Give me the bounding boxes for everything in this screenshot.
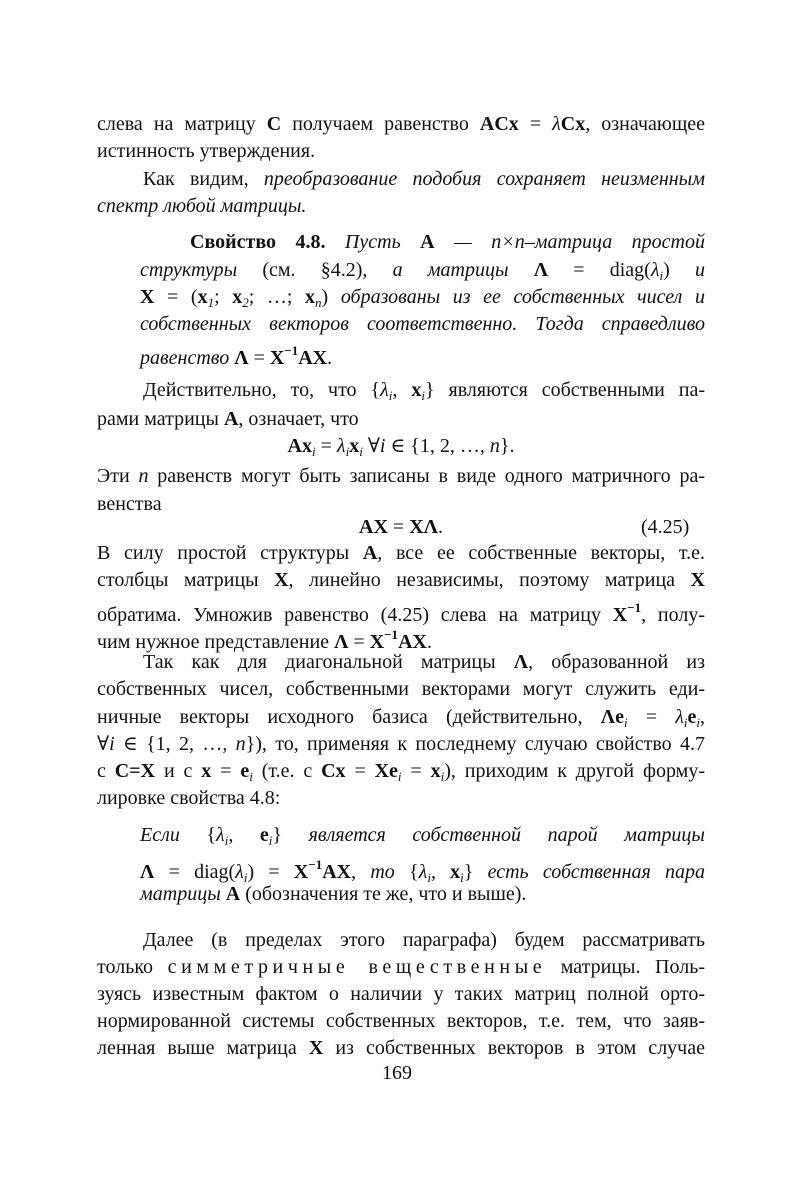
text-segment: X bbox=[140, 286, 155, 308]
text-segment: i bbox=[359, 444, 363, 459]
text-segment: x bbox=[305, 286, 316, 308]
text-segment: истинность утверждения. bbox=[97, 140, 316, 162]
equation-number: (4.25) bbox=[641, 516, 690, 538]
text-segment: ничные векторы исходного базиса (действительно, bbox=[97, 706, 601, 728]
text-segment: = bbox=[315, 435, 337, 457]
text-segment: обратима. Умножив равенство (4.25) слева на матрицу bbox=[97, 604, 613, 626]
text-segment: = bbox=[348, 631, 370, 653]
text-segment: AX bbox=[398, 631, 427, 653]
text-segment: AX bbox=[359, 516, 388, 538]
text-segment: i bbox=[659, 268, 664, 283]
text-segment: AX bbox=[298, 347, 328, 369]
text-segment: Пусть bbox=[344, 231, 421, 253]
text-line bbox=[97, 111, 705, 137]
text-segment: 1 bbox=[207, 295, 215, 310]
text-segment: i bbox=[311, 444, 316, 459]
text-segment: i bbox=[249, 769, 253, 784]
text-segment: получаем равенство bbox=[281, 113, 480, 135]
text-segment: Xe bbox=[374, 760, 398, 782]
text-segment: Λ bbox=[533, 259, 549, 281]
text-segment: A bbox=[225, 883, 241, 905]
text-segment: λ bbox=[552, 113, 561, 135]
text-segment: Свойство 4.8. bbox=[190, 231, 345, 253]
text-segment: 2 bbox=[242, 295, 249, 310]
text-segment: , линейно независимы, поэтому матрица bbox=[288, 569, 691, 591]
text-segment: ) bbox=[663, 259, 670, 281]
text-segment: лировке свойства 4.8: bbox=[97, 787, 281, 809]
text-segment: равенств могут быть записаны в виде одного матричного ра- bbox=[148, 465, 705, 487]
text-segment: x bbox=[232, 286, 243, 308]
text-segment: Эти bbox=[97, 465, 139, 487]
text-segment: }), то, применяя к последнему случаю свойство 4.7 bbox=[245, 733, 705, 755]
text-segment: Так как для диагональной матрицы bbox=[143, 651, 514, 673]
text-segment: ∈ {1, 2, …, bbox=[385, 435, 490, 457]
text-line bbox=[97, 406, 705, 432]
text-segment: −1 bbox=[627, 600, 642, 615]
text-segment: симметричные вещественные bbox=[167, 956, 547, 978]
text-segment: }. bbox=[499, 435, 515, 457]
text-segment: а матрицы bbox=[392, 259, 534, 281]
text-segment: и с bbox=[155, 760, 202, 782]
text-segment: x bbox=[201, 760, 212, 782]
text-segment: λ bbox=[235, 861, 244, 883]
text-segment: . bbox=[437, 516, 443, 538]
text-segment: = diag( bbox=[548, 259, 651, 281]
text-segment: ∀ bbox=[362, 435, 380, 457]
text-segment: образованы из ее собственных чисел и bbox=[340, 286, 705, 308]
text-segment: Λ bbox=[140, 861, 155, 883]
text-segment: i bbox=[397, 769, 402, 784]
text-line bbox=[97, 954, 705, 980]
text-segment: В силу простой структуры bbox=[97, 542, 363, 564]
text-segment: (т.е. с bbox=[252, 760, 322, 782]
text-line bbox=[140, 881, 705, 907]
text-segment: n bbox=[489, 435, 500, 457]
text-segment: (обозначения те же, что и выше). bbox=[240, 883, 527, 905]
text-segment: , означающее bbox=[585, 113, 705, 135]
text-segment: A bbox=[362, 542, 378, 564]
text-segment: ∈ {1, 2, …, bbox=[114, 733, 236, 755]
text-segment: i bbox=[696, 715, 701, 730]
text-segment: = bbox=[627, 706, 676, 728]
text-segment: венства bbox=[97, 493, 162, 515]
text-segment: e bbox=[240, 760, 250, 782]
text-segment: преобразование подобия сохраняет неизменным bbox=[263, 168, 705, 190]
text-segment: λ bbox=[675, 706, 684, 728]
text-line bbox=[140, 311, 705, 337]
text-segment: λ bbox=[336, 435, 346, 457]
text-segment: ACx bbox=[479, 113, 519, 135]
text-segment: Λ bbox=[513, 651, 529, 673]
text-segment: X bbox=[293, 861, 309, 883]
text-segment: Λ bbox=[334, 631, 349, 653]
text-segment: . bbox=[426, 631, 432, 653]
text-segment: i bbox=[623, 715, 628, 730]
text-segment: ленная выше матрица bbox=[97, 1037, 309, 1059]
text-segment: C bbox=[266, 113, 282, 135]
text-segment: X bbox=[612, 604, 628, 626]
text-segment: λ bbox=[380, 379, 389, 401]
text-segment: ), приходим к другой форму- bbox=[444, 760, 705, 782]
text-segment: X bbox=[369, 631, 385, 653]
text-segment: x bbox=[349, 435, 360, 457]
text-segment: { bbox=[206, 824, 217, 846]
text-line bbox=[143, 649, 705, 675]
text-segment: i bbox=[379, 435, 386, 457]
text-segment: зуясь известным фактом о наличии у таких матриц полной орто- bbox=[97, 983, 705, 1005]
text-segment: A bbox=[420, 231, 435, 253]
text-line bbox=[97, 981, 705, 1007]
text-segment: x bbox=[411, 379, 422, 401]
text-segment: X bbox=[308, 1037, 324, 1059]
text-segment: i bbox=[427, 870, 431, 885]
text-segment: i bbox=[460, 870, 464, 885]
text-line bbox=[140, 822, 705, 854]
text-segment: C=X bbox=[114, 760, 156, 782]
text-segment: = bbox=[345, 760, 375, 782]
text-segment: n bbox=[235, 733, 246, 755]
text-segment: i bbox=[268, 833, 273, 848]
text-segment: , полу- bbox=[641, 604, 705, 626]
text-segment: = ( bbox=[154, 286, 198, 308]
text-segment: −1 bbox=[284, 343, 299, 358]
text-segment: } являются собственными па- bbox=[424, 379, 706, 401]
text-segment: = bbox=[518, 113, 553, 135]
text-segment: n bbox=[138, 465, 149, 487]
text-segment: из собственных векторов в этом случае bbox=[323, 1037, 705, 1059]
text-segment: Ax bbox=[287, 435, 312, 457]
text-segment: — n×n–матрица простой bbox=[434, 231, 705, 253]
text-segment: i bbox=[224, 833, 229, 848]
text-segment: = bbox=[387, 516, 410, 538]
text-line bbox=[97, 731, 705, 757]
text-segment: собственных векторов соответственно. Тогда справедливо bbox=[140, 313, 705, 335]
text-line bbox=[97, 138, 705, 164]
text-segment: ; bbox=[214, 286, 233, 308]
text-segment: e bbox=[687, 706, 697, 728]
text-segment: x bbox=[197, 286, 208, 308]
text-segment: . bbox=[327, 347, 333, 369]
text-segment: столбцы матрицы bbox=[97, 569, 275, 591]
text-segment: = diag( bbox=[154, 861, 236, 883]
text-line bbox=[190, 229, 705, 255]
text-segment: , bbox=[392, 379, 412, 401]
text-segment: XΛ bbox=[409, 516, 438, 538]
text-segment: , bbox=[700, 706, 706, 728]
text-segment: , bbox=[351, 861, 371, 883]
text-line bbox=[140, 338, 705, 371]
text-segment: −1 bbox=[308, 857, 323, 872]
text-line bbox=[97, 567, 705, 593]
text-segment: то bbox=[370, 861, 410, 883]
text-segment: X bbox=[274, 569, 289, 591]
text-segment: чим нужное представление bbox=[97, 631, 335, 653]
text-line bbox=[143, 166, 705, 192]
text-segment: Λ bbox=[234, 347, 249, 369]
text-segment: = bbox=[401, 760, 431, 782]
text-segment: , образованной из bbox=[528, 651, 705, 673]
text-line bbox=[143, 377, 705, 409]
text-segment: равенство bbox=[140, 347, 235, 369]
text-segment: слева на матрицу bbox=[97, 113, 267, 135]
text-line bbox=[97, 1035, 705, 1061]
text-segment: e bbox=[259, 824, 269, 846]
text-segment: i bbox=[345, 444, 350, 459]
text-segment: является собственной парой матрицы bbox=[308, 824, 705, 846]
text-segment: матрицы bbox=[140, 883, 226, 905]
text-segment: i bbox=[109, 733, 115, 755]
text-segment: и bbox=[669, 259, 705, 281]
text-segment: n bbox=[315, 295, 322, 310]
text-segment: i bbox=[683, 715, 688, 730]
text-line bbox=[97, 540, 705, 566]
text-segment: = bbox=[211, 760, 241, 782]
text-line bbox=[143, 927, 705, 953]
text-segment: спектр любой матрицы. bbox=[97, 195, 307, 217]
text-segment: Cx bbox=[321, 760, 346, 782]
text-segment: ; …; bbox=[248, 286, 306, 308]
text-segment: с bbox=[97, 760, 115, 782]
text-segment: λ bbox=[216, 824, 225, 846]
text-segment: X bbox=[690, 569, 705, 591]
text-segment: { bbox=[409, 861, 419, 883]
text-line bbox=[97, 514, 705, 540]
text-segment: есть собственная пара bbox=[487, 861, 706, 883]
text-segment: , bbox=[430, 861, 451, 883]
text-segment: , означает, что bbox=[238, 408, 359, 430]
text-segment: ∀ bbox=[97, 733, 110, 755]
text-segment: нормированной системы собственных векторов, т.е. тем, что заяв- bbox=[97, 1010, 705, 1032]
text-segment: −1 bbox=[384, 627, 399, 642]
text-segment: структуры bbox=[140, 259, 238, 281]
text-segment: λ bbox=[650, 259, 660, 281]
text-segment: Λe bbox=[600, 706, 624, 728]
text-line bbox=[97, 785, 705, 811]
page-number: 169 bbox=[382, 1062, 412, 1084]
text-segment: AX bbox=[322, 861, 352, 883]
text-segment: Действительно, то, что { bbox=[143, 379, 381, 401]
text-segment: ) bbox=[321, 286, 341, 308]
text-line bbox=[97, 676, 705, 702]
text-segment: (см. §4.2), bbox=[237, 259, 393, 281]
text-segment: собственных чисел, собственными векторами могут служить еди- bbox=[97, 678, 705, 700]
text-segment: только bbox=[97, 956, 168, 978]
text-segment: i bbox=[421, 388, 425, 403]
text-segment: i bbox=[388, 388, 393, 403]
text-segment: } bbox=[463, 861, 488, 883]
text-segment: , bbox=[228, 824, 260, 846]
text-segment: рами матрицы bbox=[97, 408, 224, 430]
text-segment: Как видим, bbox=[143, 168, 264, 190]
text-segment: Cx bbox=[560, 113, 586, 135]
text-segment: i bbox=[243, 870, 248, 885]
text-line bbox=[97, 433, 705, 465]
text-segment: λ bbox=[418, 861, 428, 883]
text-line bbox=[97, 463, 705, 489]
text-segment: = bbox=[248, 347, 270, 369]
text-segment: , все ее собственные векторы, т.е. bbox=[377, 542, 706, 564]
text-segment: Если bbox=[140, 824, 207, 846]
text-segment: ) = bbox=[247, 861, 294, 883]
text-segment: Далее (в пределах этого параграфа) будем рассматривать bbox=[143, 929, 705, 951]
text-segment: A bbox=[223, 408, 239, 430]
text-line bbox=[97, 193, 705, 219]
text-segment: i bbox=[440, 769, 445, 784]
text-segment: x bbox=[430, 760, 441, 782]
text-segment: } bbox=[272, 824, 309, 846]
text-segment: X bbox=[269, 347, 285, 369]
text-segment: x bbox=[450, 861, 461, 883]
text-segment: матрицы. Поль- bbox=[546, 956, 705, 978]
text-line bbox=[97, 1008, 705, 1034]
